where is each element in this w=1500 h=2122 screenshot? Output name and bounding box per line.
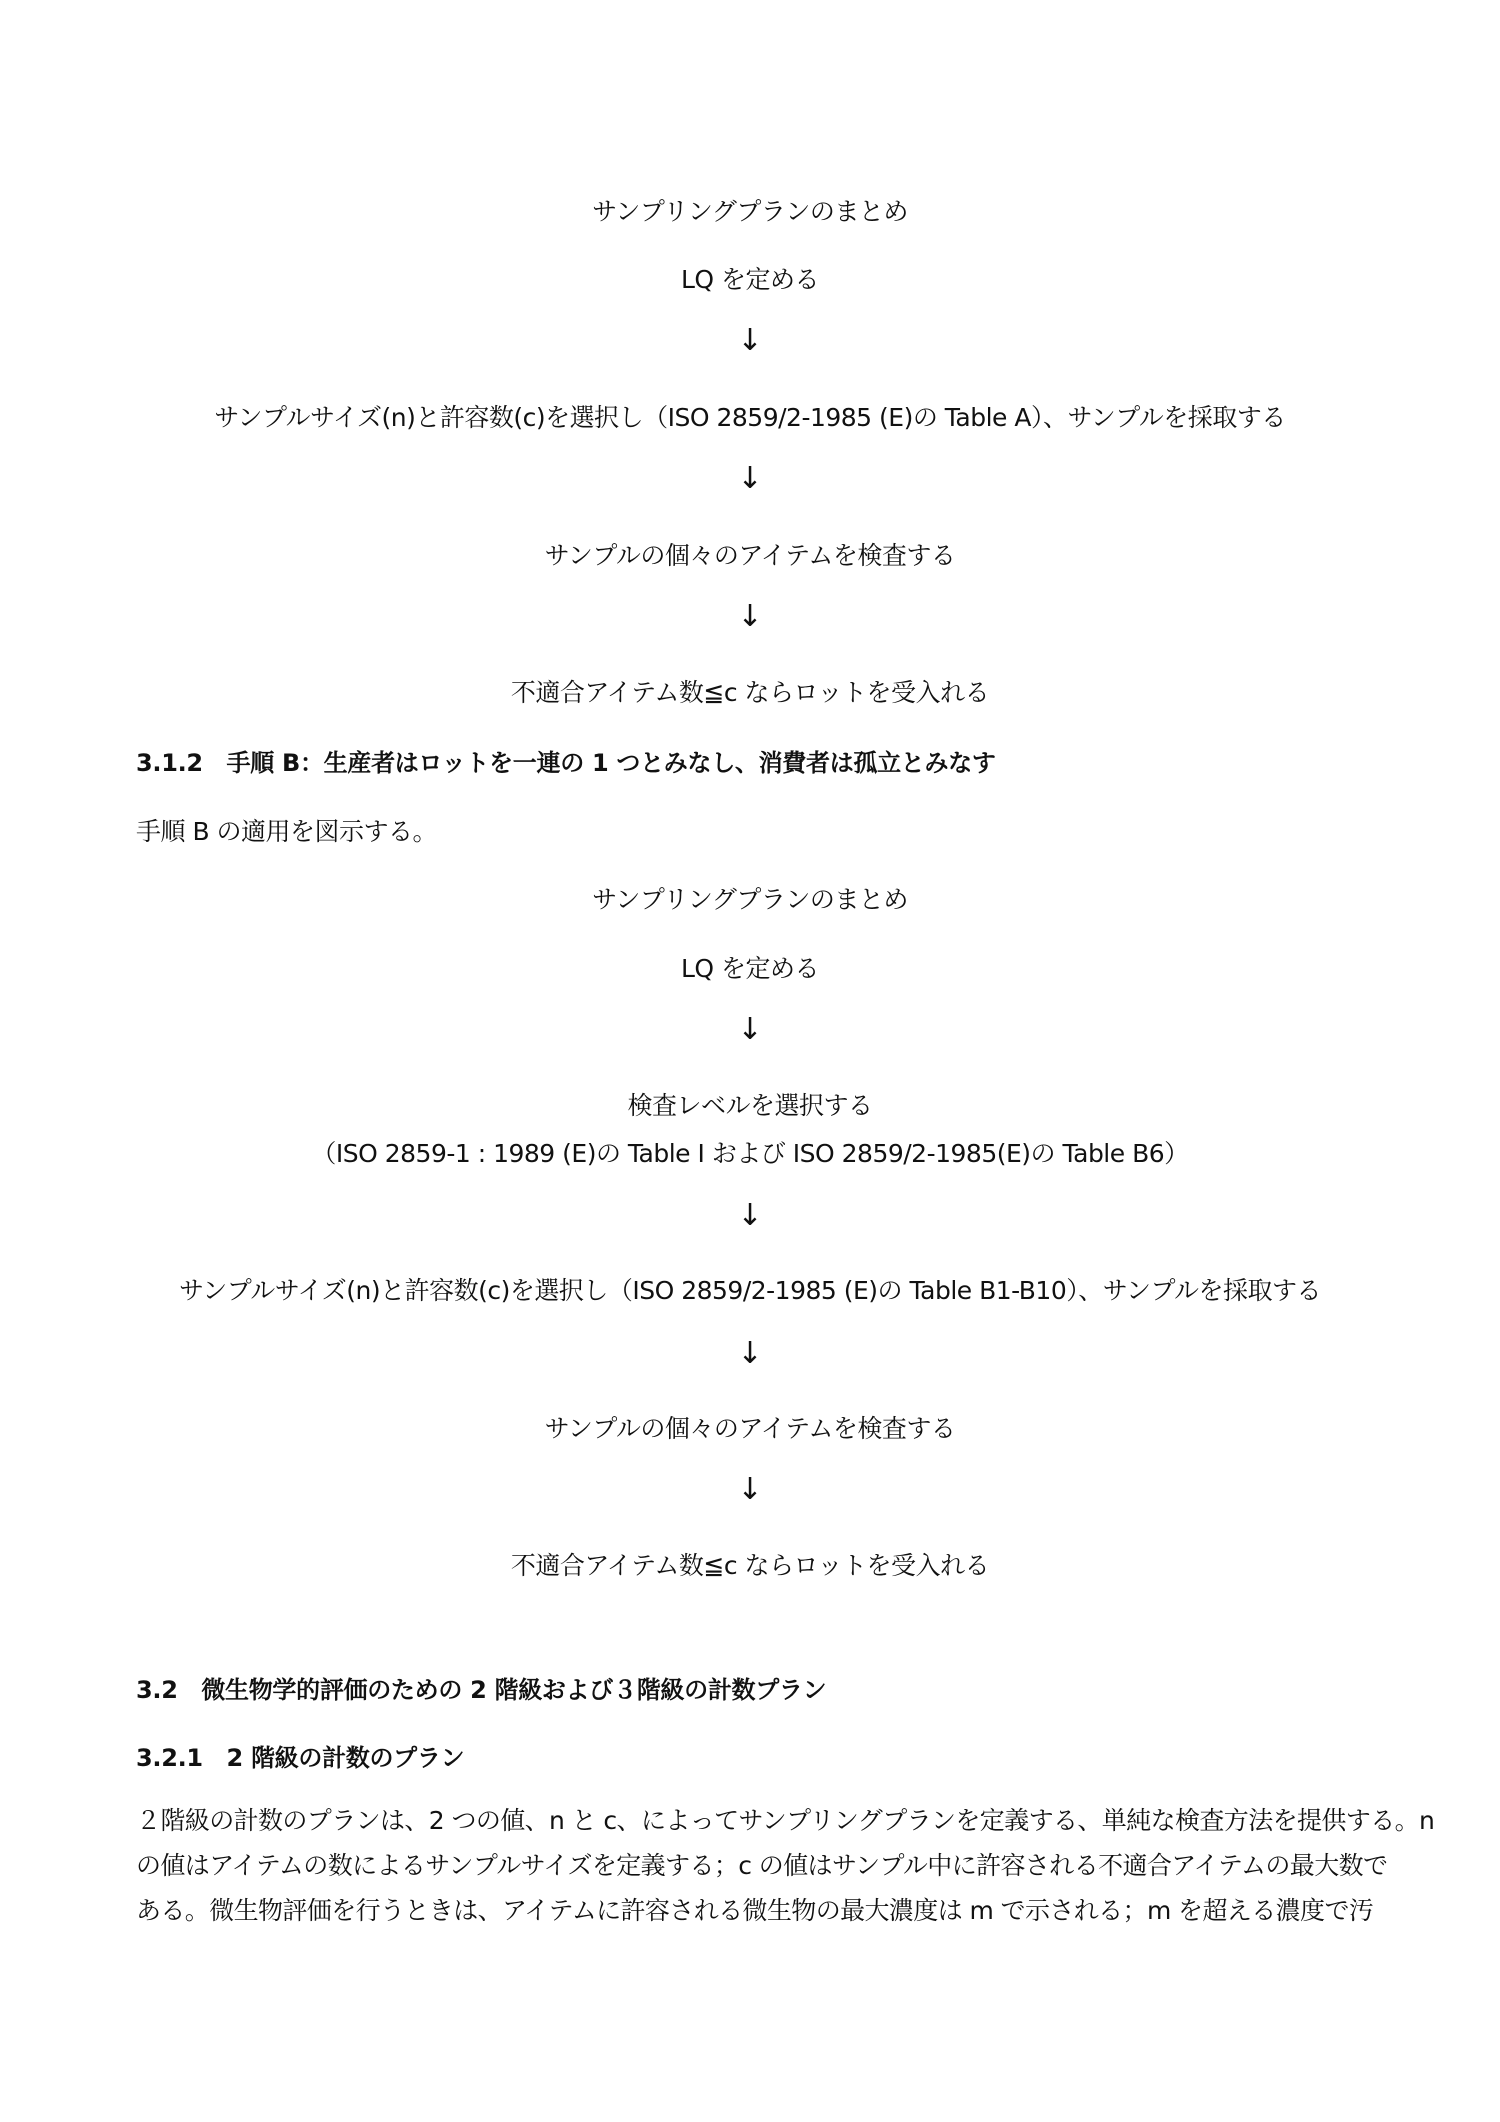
section-3-1-2-intro: 手順 B の適用を図示する。 <box>136 817 438 846</box>
flow-a-step-sample-size: サンプルサイズ(n)と許容数(c)を選択し（ISO 2859/2-1985 (E)の Table A）、サンプルを採取する <box>214 403 1286 432</box>
section-3-1-2-heading: 3.1.2 手順 B：生産者はロットを一連の 1 つとみなし、消費者は孤立とみなす <box>136 749 996 777</box>
flow-b-arrow-down-icon: ↓ <box>737 1336 763 1371</box>
flow-a-step-accept: 不適合アイテム数≦c ならロットを受入れる <box>510 678 990 707</box>
flow-b-arrow-down-icon: ↓ <box>737 1198 763 1233</box>
flow-a-arrow-down-icon: ↓ <box>737 461 763 496</box>
flow-b-step-lq: LQ を定める <box>680 954 820 983</box>
flow-a-arrow-down-icon: ↓ <box>737 599 763 634</box>
section-3-2-1-paragraph-line-2: の値はアイテムの数によるサンプルサイズを定義する；c の値はサンプル中に許容される不適合アイテムの最大数で <box>136 1851 1388 1880</box>
flow-b-step-inspection-level-ref: （ISO 2859-1 : 1989 (E)の Table I および ISO 2859/2-1985(E)の Table B6） <box>311 1139 1189 1168</box>
flow-b-step-inspect: サンプルの個々のアイテムを検査する <box>544 1414 956 1443</box>
section-3-2-1-heading: 3.2.1 2 階級の計数のプラン <box>136 1744 465 1772</box>
flow-a-step-lq: LQ を定める <box>680 265 820 294</box>
flow-a-arrow-down-icon: ↓ <box>737 323 763 358</box>
section-3-2-1-paragraph-line-1: ２階級の計数のプランは、2 つの値、n と c、によってサンプリングプランを定義する、単純な検査方法を提供する。n <box>136 1806 1435 1835</box>
section-3-2-heading: 3.2 微生物学的評価のための 2 階級および３階級の計数プラン <box>136 1676 827 1704</box>
flow-b-title: サンプリングプランのまとめ <box>592 885 908 914</box>
flow-b-arrow-down-icon: ↓ <box>737 1012 763 1047</box>
flow-a-step-inspect: サンプルの個々のアイテムを検査する <box>544 541 956 570</box>
flow-b-arrow-down-icon: ↓ <box>737 1472 763 1507</box>
flow-b-step-inspection-level: 検査レベルを選択する <box>627 1091 873 1120</box>
flow-a-title: サンプリングプランのまとめ <box>592 197 908 226</box>
flow-b-step-accept: 不適合アイテム数≦c ならロットを受入れる <box>510 1551 990 1580</box>
section-3-2-1-paragraph-line-3: ある。微生物評価を行うときは、アイテムに許容される微生物の最大濃度は m で示される；m を超える濃度で汚 <box>136 1896 1374 1925</box>
flow-b-step-sample-size: サンプルサイズ(n)と許容数(c)を選択し（ISO 2859/2-1985 (E)の Table B1-B10）、サンプルを採取する <box>178 1276 1321 1305</box>
